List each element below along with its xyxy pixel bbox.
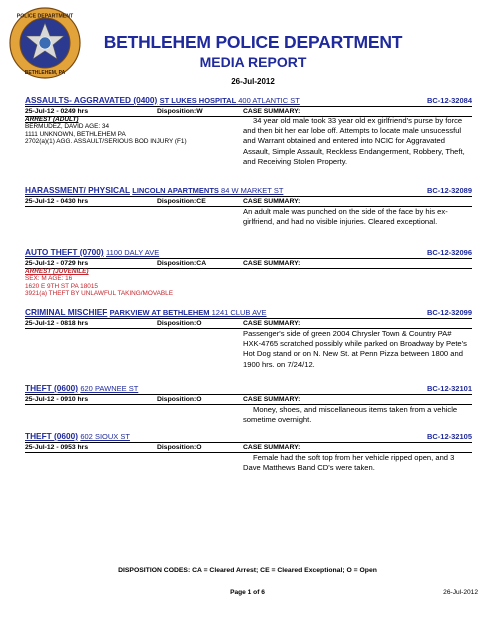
case-number: BC-12-32105 — [426, 432, 472, 441]
case-info-row — [25, 197, 472, 207]
disposition-label: Disposition: — [157, 260, 197, 267]
case-entry — [25, 383, 472, 425]
report-date: 26-Jul-2012 — [231, 77, 275, 86]
case-header — [25, 185, 472, 197]
case-summary-text: 34 year old male took 33 year old ex girlfriend's purse by force and then bit her ear lobe off. Attempts to locate male unsucessful and Warrant obtained and entered into NCIC for Aggravated Assault, Simple Assault, Reckless Endangerment, Robbery, Theft, and Receiving Stolen Property. — [243, 116, 465, 166]
case-location-address: 400 ATLANTIC ST — [238, 96, 300, 105]
case-summary-text: Passenger's side of green 2004 Chrysler Town & Country PA# HXK-4765 scratched possibly while parked on Broadway by Pete's Hot Dog stand or on N. New St. at Penn Pizza between 1800 and 1900 hrs. on 7/24/12. — [243, 329, 467, 369]
disposition-label: Disposition: — [157, 108, 197, 115]
arrest-info — [25, 116, 225, 146]
disposition-label: Disposition: — [157, 444, 197, 451]
arrest-info — [25, 268, 225, 298]
page-title: BETHLEHEM POLICE DEPARTMENT — [103, 32, 403, 52]
case-summary-text: Female had the soft top from her vehicle ripped open, and 3 Dave Matthews Band CD's were taken. — [243, 453, 455, 473]
disposition-code: CA — [196, 260, 207, 267]
case-info-row — [25, 319, 472, 329]
case-number: BC-12-32096 — [426, 248, 472, 257]
disposition-code: O — [196, 396, 202, 403]
case-summary-label: CASE SUMMARY: — [243, 320, 301, 327]
case-header — [25, 95, 472, 107]
case-datetime: 25-Jul-12 - 0818 hrs — [25, 320, 89, 327]
badge-text-top: POLICE DEPARTMENT — [16, 13, 74, 20]
case-category: THEFT (0600) — [25, 383, 79, 393]
case-datetime: 25-Jul-12 - 0430 hrs — [25, 198, 89, 205]
case-number: BC-12-32089 — [426, 186, 472, 195]
case-location-address: 620 PAWNEE ST — [80, 384, 139, 393]
case-summary-label: CASE SUMMARY: — [243, 198, 301, 205]
case-datetime: 25-Jul-12 - 0910 hrs — [25, 396, 89, 403]
case-number: BC-12-32084 — [426, 96, 472, 105]
case-entry — [25, 431, 472, 473]
badge-text-bottom: BETHLEHEM, PA — [24, 70, 66, 76]
disposition-code: W — [196, 108, 203, 115]
case-category: THEFT (0600) — [25, 431, 79, 441]
case-info-row — [25, 443, 472, 453]
case-entry — [25, 247, 472, 298]
page-subtitle: MEDIA REPORT — [199, 54, 307, 70]
disposition-code: CE — [196, 198, 206, 205]
case-header — [25, 383, 472, 395]
page-number: Page 1 of 6 — [230, 589, 265, 596]
case-header — [25, 307, 472, 319]
arrest-line: 3921(a) THEFT BY UNLAWFUL TAKING/MOVABLE — [25, 290, 173, 298]
case-location-name: ST LUKES HOSPITAL — [159, 96, 237, 105]
case-category: CRIMINAL MISCHIEF — [25, 307, 108, 317]
case-summary-label: CASE SUMMARY: — [243, 260, 301, 267]
disposition-label: Disposition: — [157, 396, 197, 403]
case-location-name: PARKVIEW AT BETHLEHEM — [109, 308, 210, 317]
disposition-label: Disposition: — [157, 198, 197, 205]
arrest-line: 2702(a)(1) AGG. ASSAULT/SERIOUS BOD INJURY (F1) — [25, 138, 187, 146]
case-summary-label: CASE SUMMARY: — [243, 444, 301, 451]
case-header — [25, 431, 472, 443]
case-summary-text: Money, shoes, and miscellaneous items taken from a vehicle sometime overnight. — [243, 405, 458, 425]
case-entry — [25, 95, 472, 166]
disposition-code: O — [196, 320, 202, 327]
case-summary-label: CASE SUMMARY: — [243, 396, 301, 403]
case-summary-text: An adult male was punched on the side of the face by his ex-girlfriend, and had no visible injuries. Cleared exceptional. — [243, 207, 448, 227]
case-datetime: 25-Jul-12 - 0729 hrs — [25, 260, 89, 267]
case-category: ASSAULTS- AGGRAVATED (0400) — [25, 95, 158, 105]
case-header — [25, 247, 472, 259]
case-datetime: 25-Jul-12 - 0953 hrs — [25, 444, 89, 451]
disposition-code: O — [196, 444, 202, 451]
footer-date: 26-Jul-2012 — [443, 589, 478, 596]
case-number: BC-12-32101 — [426, 384, 472, 393]
case-info-row — [25, 395, 472, 405]
case-datetime: 25-Jul-12 - 0249 hrs — [25, 108, 89, 115]
case-location-name: LINCOLN APARTMENTS — [132, 186, 219, 195]
arrest-line: 1111 UNKNOWN, BETHLEHEM PA — [25, 130, 126, 138]
arrest-line: SEX: M AGE: 16 — [25, 275, 73, 283]
case-category: HARASSMENT/ PHYSICAL — [25, 185, 130, 195]
arrest-line: 1620 E 9TH ST PA 18015 — [25, 282, 98, 290]
disposition-codes-legend: DISPOSITION CODES: CA = Cleared Arrest; CE = Cleared Exceptional; O = Open — [118, 567, 377, 574]
case-location-address: 1241 CLUB AVE — [211, 308, 267, 317]
case-entry — [25, 185, 472, 227]
police-badge-logo — [8, 6, 82, 80]
case-entry — [25, 307, 472, 369]
case-location-address: 602 SIOUX ST — [80, 432, 130, 441]
case-location-address: 1100 DALY AVE — [106, 248, 160, 257]
arrest-label: ARREST (ADULT) — [25, 116, 79, 123]
arrest-line: BERMUDEZ, DAVID AGE: 34 — [25, 123, 110, 131]
disposition-label: Disposition: — [157, 320, 197, 327]
arrest-label: ARREST (JUVENILE) — [25, 268, 89, 275]
case-number: BC-12-32099 — [426, 308, 472, 317]
case-summary-label: CASE SUMMARY: — [243, 108, 301, 115]
case-location-address: 84 W MARKET ST — [221, 186, 284, 195]
case-category: AUTO THEFT (0700) — [25, 247, 104, 257]
